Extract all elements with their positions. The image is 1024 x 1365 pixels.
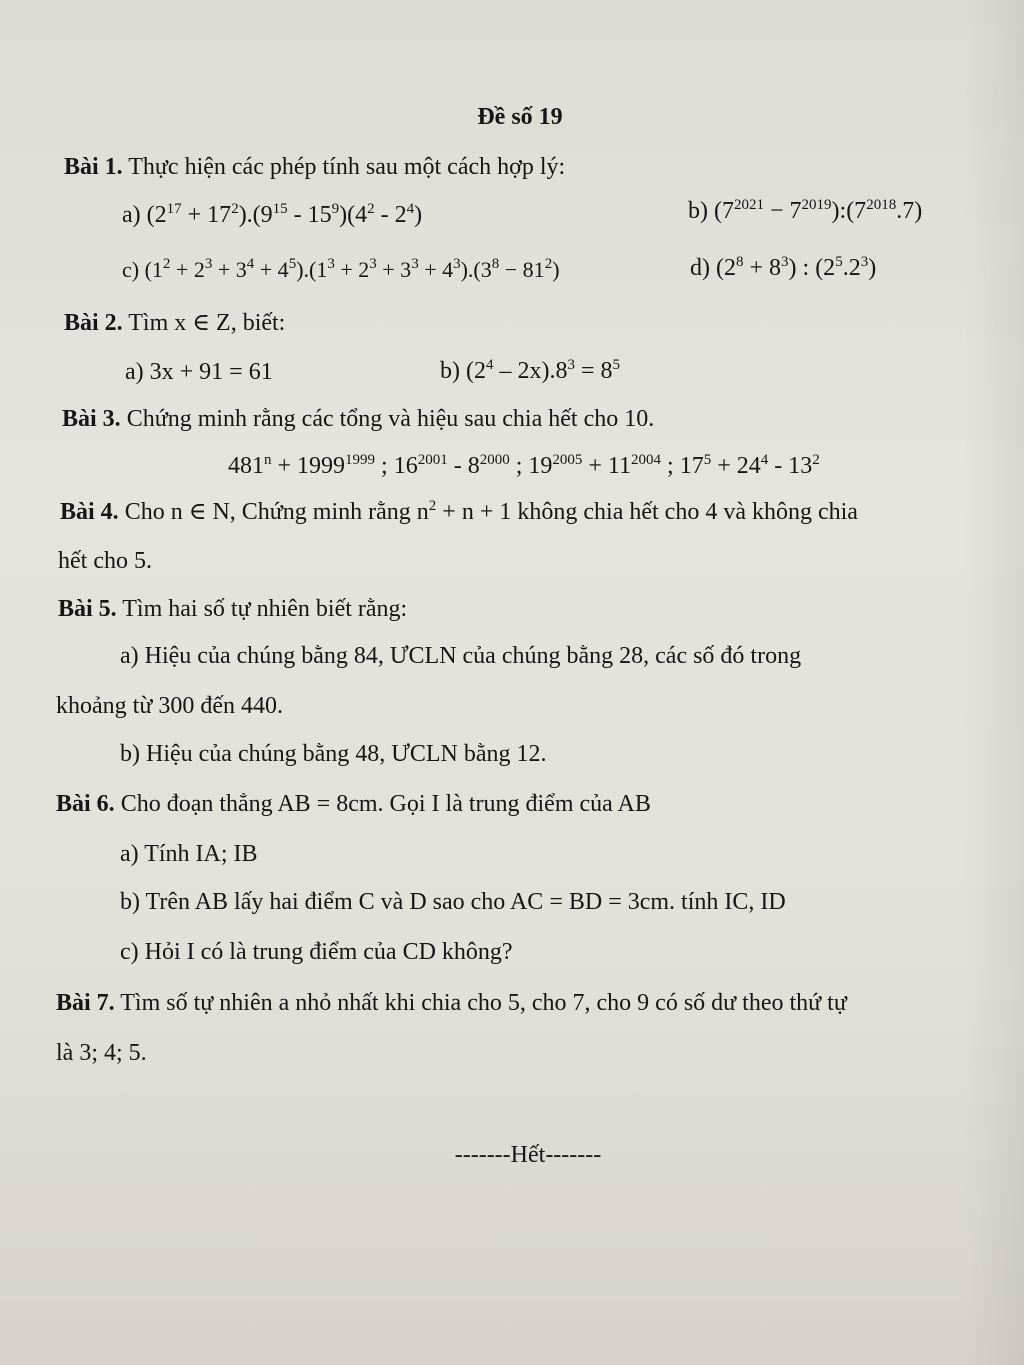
bai6-heading (56, 789, 651, 819)
bai7-line2: là 3; 4; 5. (56, 1040, 147, 1066)
bai2-heading (64, 308, 285, 338)
bai6-c: c) Hỏi I có là trung điểm của CD không? (120, 939, 513, 965)
bai6-b: b) Trên AB lấy hai điểm C và D sao cho AC = BD = 3cm. tính IC, ID (120, 889, 786, 915)
bai4-label: Bài 4. (60, 499, 119, 525)
bai3-heading (62, 404, 654, 434)
bai2-a: a) 3x + 91 = 61 (125, 359, 273, 385)
bai5-a-line1: a) Hiệu của chúng bằng 84, ƯCLN của chúng bằng 28, các số đó trong (120, 643, 802, 669)
bai7-label: Bài 7. (56, 990, 115, 1016)
bai6-label: Bài 6. (56, 791, 115, 817)
bai6-text: Cho đoạn thẳng AB = 8cm. Gọi I là trung điểm của AB (120, 791, 651, 817)
bai1-label: Bài 1. (64, 154, 123, 180)
bai5-label: Bài 5. (58, 596, 117, 622)
end-marker: -------Hết------- (454, 1142, 602, 1168)
bai5-text: Tìm hai số tự nhiên biết rằng: (122, 596, 408, 622)
bai2-text: Tìm x ∈ Z, biết: (128, 310, 286, 336)
exam-title: Đề số 19 (477, 104, 563, 130)
bai1-c: c) $(1^2 + 2^3 + 3^4 + 4^5).(1^3 + 2^3 + 3^3 + 4^3).(3^8 - 81^2)$ (122, 256, 560, 282)
bai2-b: b) $(2^4 - 2x).8^3 = 8^5$ (440, 357, 621, 384)
bai4-line2: hết cho 5. (58, 548, 152, 574)
bai7-line1: Bài 7. Tìm số tự nhiên a nhỏ nhất khi chia cho 5, cho 7, cho 9 có số dư theo thứ tự (56, 990, 847, 1016)
bai1-d: d) $(2^8 + 8^3)$ : $(2^5.2^3)$ (690, 254, 877, 281)
bai4-line1: Bài 4. Cho n ∈ N, Chứng minh rằng $n^2 + n + 1$ không chia hết cho 4 và không chia (60, 498, 858, 525)
bai1-b: b) ($7^{2021}$ − $7^{2019}):(7^{2018}.7)$ (688, 197, 923, 224)
bai3-expression: $481^n + 1999^{1999}$ ; $16^{2001} - 8^{2000}$ ; $19^{2005} + 11^{2004}$ ; $17^5 + 24^4 - 13^2$ (228, 452, 820, 479)
bai3-label: Bài 3. (62, 406, 121, 432)
bai3-text: Chứng minh rằng các tổng và hiệu sau chia hết cho 10. (126, 406, 655, 432)
bai1-a: a) $(2^{17} + 17^2).(9^{15} - 15^9)(4^2 - 2^4)$ (122, 201, 423, 228)
bai1-text: Thực hiện các phép tính sau một cách hợp lý: (128, 154, 566, 180)
bai5-heading (58, 594, 407, 624)
bai2-label: Bài 2. (64, 310, 123, 336)
bai6-a: a) Tính IA; IB (120, 841, 258, 867)
bai5-a-line2: khoảng từ 300 đến 440. (56, 693, 283, 719)
bai1-heading (64, 152, 565, 182)
bai5-b: b) Hiệu của chúng bằng 48, ƯCLN bằng 12. (120, 741, 547, 767)
